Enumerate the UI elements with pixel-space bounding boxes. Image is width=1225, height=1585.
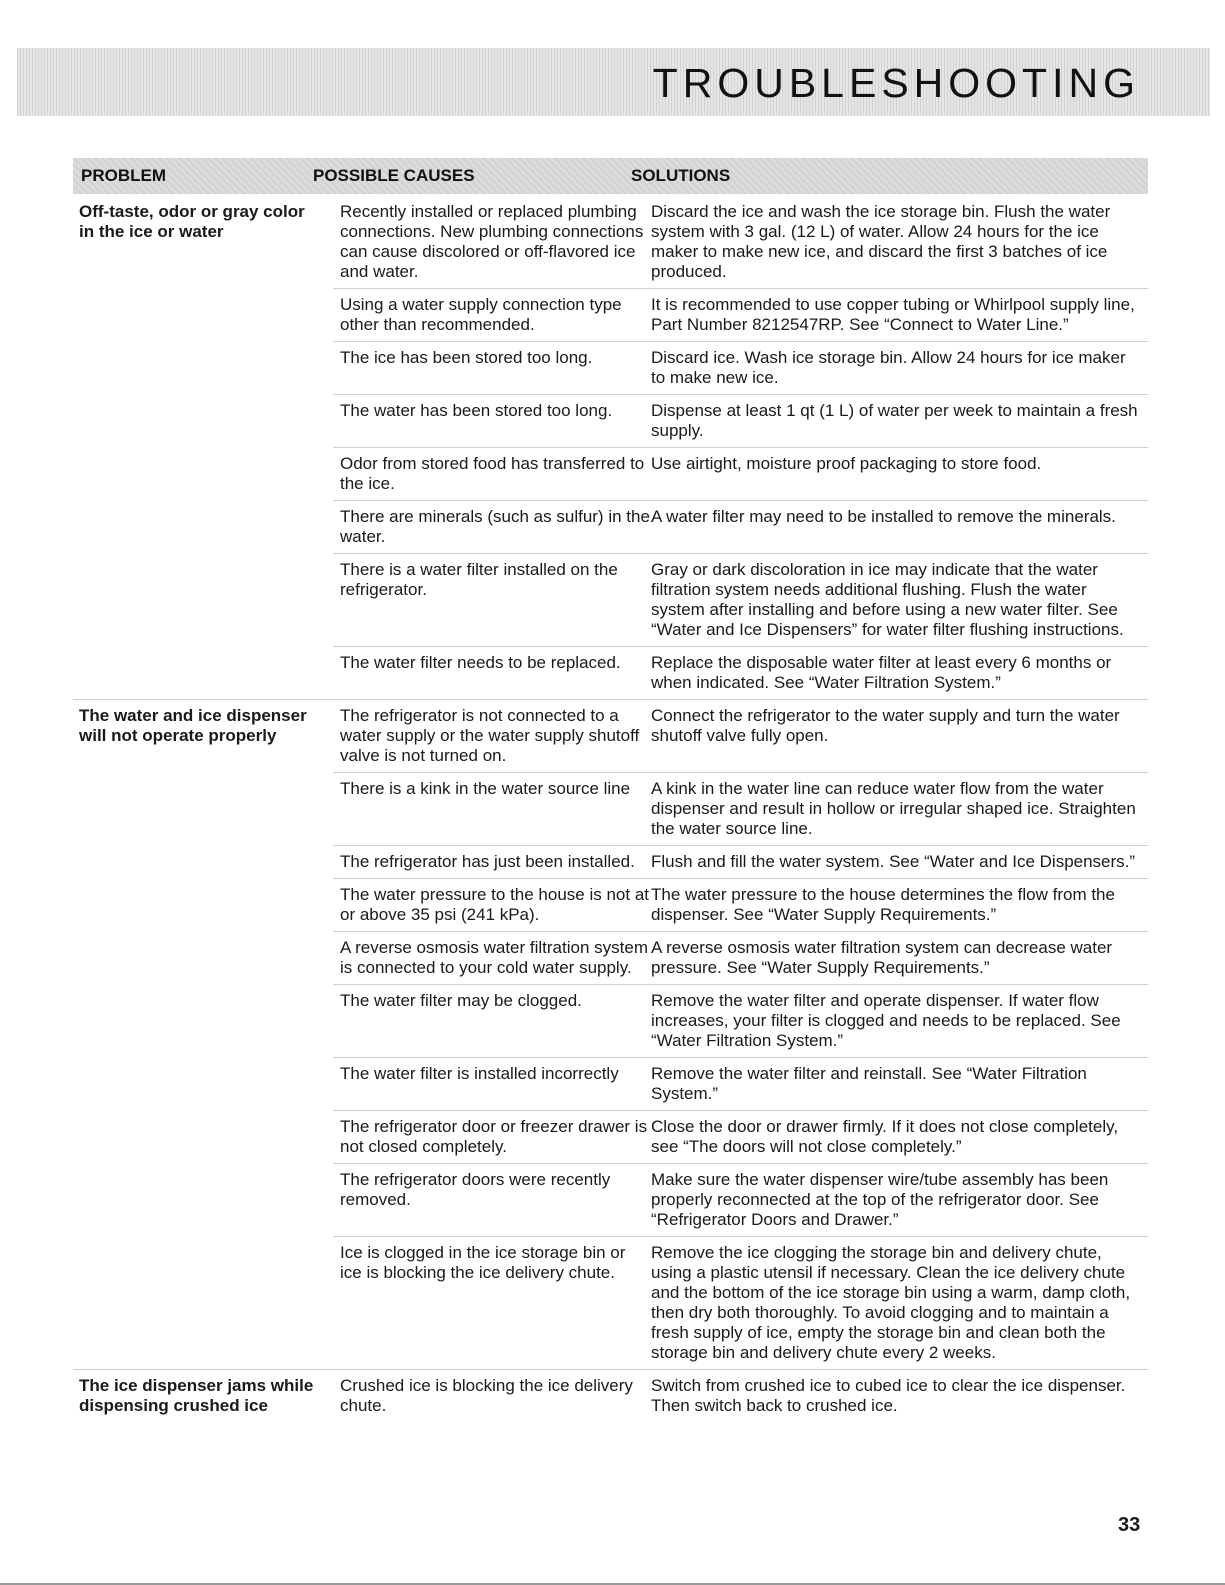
cause-text: The water filter may be clogged. [340, 991, 582, 1010]
table-row [333, 501, 1148, 554]
cause-text: The water filter is installed incorrectly [340, 1064, 619, 1083]
solution-text: A kink in the water line can reduce water flow from the water dispenser and result in hollow or irregular shaped ice. Straighten the water source line. [651, 779, 1136, 838]
table-row [333, 773, 1148, 846]
cause-text: The refrigerator doors were recently removed. [340, 1170, 611, 1209]
solution-text: A reverse osmosis water filtration system can decrease water pressure. See “Water Supply Requirements.” [651, 938, 1113, 977]
solution-text: Dispense at least 1 qt (1 L) of water per week to maintain a fresh supply. [651, 401, 1138, 440]
header-solutions: SOLUTIONS [631, 166, 731, 185]
cause-text: Ice is clogged in the ice storage bin or ice is blocking the ice delivery chute. [340, 1243, 626, 1282]
cause-text: Recently installed or replaced plumbing connections. New plumbing connections can cause discolored or off-flavored ice and water. [340, 202, 644, 281]
solution-text: Gray or dark discoloration in ice may indicate that the water filtration system needs additional flushing. Flush the water system after installing and before using a new water filter. See “Water and Ice Dispensers” for water filter flushing instructions. [651, 560, 1124, 639]
table-row [333, 1237, 1148, 1369]
problem-text: The water and ice dispenser will not operate properly [79, 706, 307, 745]
table-row [333, 395, 1148, 448]
solution-text: Remove the water filter and operate dispenser. If water flow increases, your filter is clogged and needs to be replaced. See “Water Filtration System.” [651, 991, 1121, 1050]
table-row [333, 289, 1148, 342]
solution-text: Close the door or drawer firmly. If it does not close completely, see “The doors will not close completely.” [651, 1117, 1119, 1156]
solution-text: Switch from crushed ice to cubed ice to clear the ice dispenser. Then switch back to crushed ice. [651, 1376, 1126, 1415]
problem-group [73, 1370, 1148, 1422]
problem-group [73, 196, 1148, 700]
table-row [333, 932, 1148, 985]
table-row [333, 1164, 1148, 1237]
cause-text: There is a kink in the water source line [340, 779, 631, 798]
cause-text: Crushed ice is blocking the ice delivery chute. [340, 1376, 633, 1415]
table-row [333, 196, 1148, 289]
cause-text: There are minerals (such as sulfur) in the water. [340, 507, 650, 546]
solution-text: Connect the refrigerator to the water supply and turn the water shutoff valve fully open. [651, 706, 1120, 745]
problem-text: The ice dispenser jams while dispensing crushed ice [79, 1376, 314, 1415]
solution-text: The water pressure to the house determines the flow from the dispenser. See “Water Supply Requirements.” [651, 885, 1115, 924]
problem-group [73, 700, 1148, 1370]
problem-text: Off-taste, odor or gray color in the ice or water [79, 202, 305, 241]
table-row [333, 1370, 1148, 1422]
cause-text: The refrigerator has just been installed. [340, 852, 635, 871]
cause-text: The water filter needs to be replaced. [340, 653, 621, 672]
solution-text: Discard the ice and wash the ice storage bin. Flush the water system with 3 gal. (12 L) of water. Allow 24 hours for the ice maker to make new ice, and discard the first 3 batches of ice produced. [651, 202, 1111, 281]
title-banner [17, 48, 1210, 116]
table-row [333, 846, 1148, 879]
solution-text: A water filter may need to be installed to remove the minerals. [651, 507, 1116, 526]
cause-text: The refrigerator is not connected to a water supply or the water supply shutoff valve is not turned on. [340, 706, 640, 765]
solution-text: Discard ice. Wash ice storage bin. Allow 24 hours for ice maker to make new ice. [651, 348, 1126, 387]
cause-text: The water has been stored too long. [340, 401, 613, 420]
header-possible-causes: POSSIBLE CAUSES [313, 166, 475, 185]
table-row [333, 342, 1148, 395]
cause-text: Using a water supply connection type other than recommended. [340, 295, 622, 334]
table-header [73, 158, 1148, 194]
table-row [333, 647, 1148, 699]
table-row [333, 554, 1148, 647]
solution-text: Flush and fill the water system. See “Water and Ice Dispensers.” [651, 852, 1136, 871]
header-problem: PROBLEM [81, 166, 166, 185]
solution-text: Use airtight, moisture proof packaging to store food. [651, 454, 1042, 473]
page-title: TROUBLESHOOTING [652, 60, 1140, 106]
table-row [333, 879, 1148, 932]
cause-text: The water pressure to the house is not at or above 35 psi (241 kPa). [340, 885, 650, 924]
cause-text: A reverse osmosis water filtration system is connected to your cold water supply. [340, 938, 648, 977]
solution-text: Make sure the water dispenser wire/tube assembly has been properly reconnected at the top of the refrigerator door. See “Refrigerator Doors and Drawer.” [651, 1170, 1109, 1229]
table-row [333, 985, 1148, 1058]
solution-text: Remove the ice clogging the storage bin and delivery chute, using a plastic utensil if necessary. Clean the ice delivery chute and the bottom of the ice storage bin using a warm, damp cloth, then dry both thoroughly. To avoid clogging and to maintain a fresh supply of ice, empty the storage bin and clean both the storage bin and delivery chute every 2 weeks. [651, 1243, 1131, 1362]
table-row [333, 1058, 1148, 1111]
solution-text: Remove the water filter and reinstall. See “Water Filtration System.” [651, 1064, 1087, 1103]
cause-text: There is a water filter installed on the refrigerator. [340, 560, 618, 599]
table-row [333, 448, 1148, 501]
cause-text: Odor from stored food has transferred to the ice. [340, 454, 645, 493]
cause-text: The ice has been stored too long. [340, 348, 593, 367]
solution-text: Replace the disposable water filter at least every 6 months or when indicated. See “Water Filtration System.” [651, 653, 1112, 692]
table-row [333, 700, 1148, 773]
page-number: 33 [1118, 1514, 1141, 1536]
solution-text: It is recommended to use copper tubing or Whirlpool supply line, Part Number 8212547RP. See “Connect to Water Line.” [651, 295, 1135, 334]
cause-text: The refrigerator door or freezer drawer is not closed completely. [340, 1117, 648, 1156]
troubleshooting-table [73, 196, 1148, 1422]
table-row [333, 1111, 1148, 1164]
